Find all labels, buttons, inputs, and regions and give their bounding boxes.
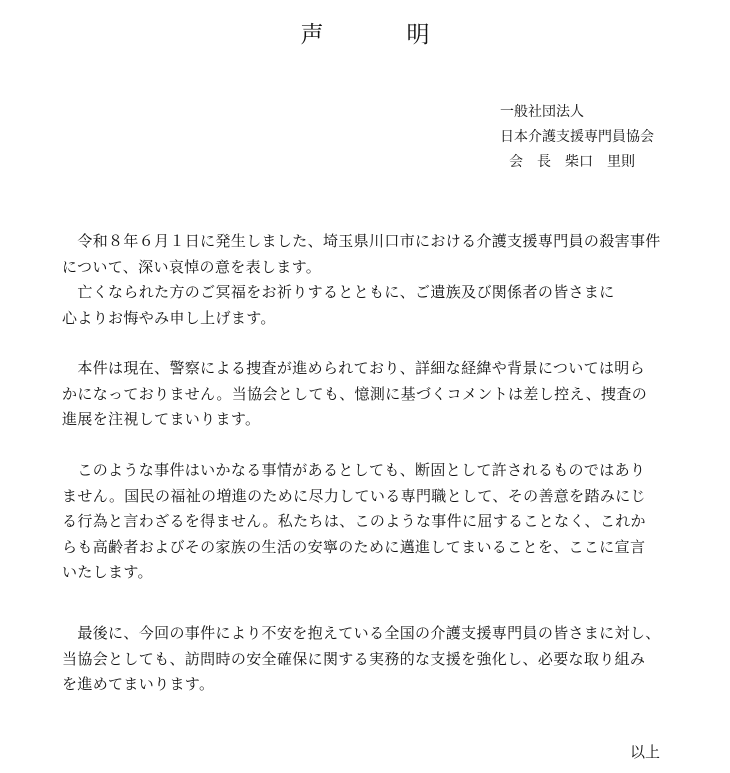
organization-name: 日本介護支援専門員協会 — [500, 129, 654, 145]
organization-type: 一般社団法人 — [500, 104, 584, 120]
paragraph-line: 令和８年６月１日に発生しました、埼玉県川口市における介護支援専門員の殺害事件 — [62, 232, 661, 250]
paragraph-line: らも高齢者およびその家族の生活の安寧のために邁進してまいることを、ここに宣言 — [62, 537, 646, 556]
paragraph-condolence — [62, 229, 673, 331]
paragraph-line: ません。国民の福祉の増進のために尽力している専門職として、その善意を踏みにじ — [62, 486, 646, 505]
document-title: 声 明 — [300, 22, 460, 48]
paragraph-line: 進展を注視してまいります。 — [62, 410, 261, 428]
paragraph-line: 最後に、今回の事件により不安を抱えている全国の介護支援専門員の皆さまに対し、 — [62, 624, 661, 642]
paragraph-line: について、深い哀悼の意を表します。 — [62, 257, 322, 276]
paragraph-line: このような事件はいかなる事情があるとしても、断固として許されるものではあり — [62, 461, 646, 479]
paragraph-line: 心よりお悔やみ申し上げます。 — [62, 308, 276, 327]
paragraph-line: いたします。 — [62, 563, 153, 581]
signatory-name: 会 長 柴口 里則 — [509, 154, 635, 170]
paragraph-declaration — [62, 458, 673, 586]
paragraph-line: る行為と言わざるを得ません。私たちは、このような事件に屈することなく、これか — [62, 512, 646, 530]
paragraph-support — [62, 621, 673, 698]
paragraph-line: 当協会としても、訪問時の安全確保に関する実務的な支援を強化し、必要な取り組み — [62, 649, 646, 668]
organization-block — [500, 100, 720, 175]
paragraph-investigation — [62, 356, 673, 433]
paragraph-line: かになっておりません。当協会としても、憶測に基づくコメントは差し控え、捜査の — [62, 384, 648, 403]
paragraph-line: 本件は現在、警察による捜査が進められており、詳細な経緯や背景については明ら — [62, 359, 646, 377]
paragraph-line: を進めてまいります。 — [62, 675, 215, 693]
paragraph-line: 亡くなられた方のご冥福をお祈りするとともに、ご遺族及び関係者の皆さまに — [62, 283, 615, 301]
closing-mark: 以上 — [630, 743, 661, 761]
